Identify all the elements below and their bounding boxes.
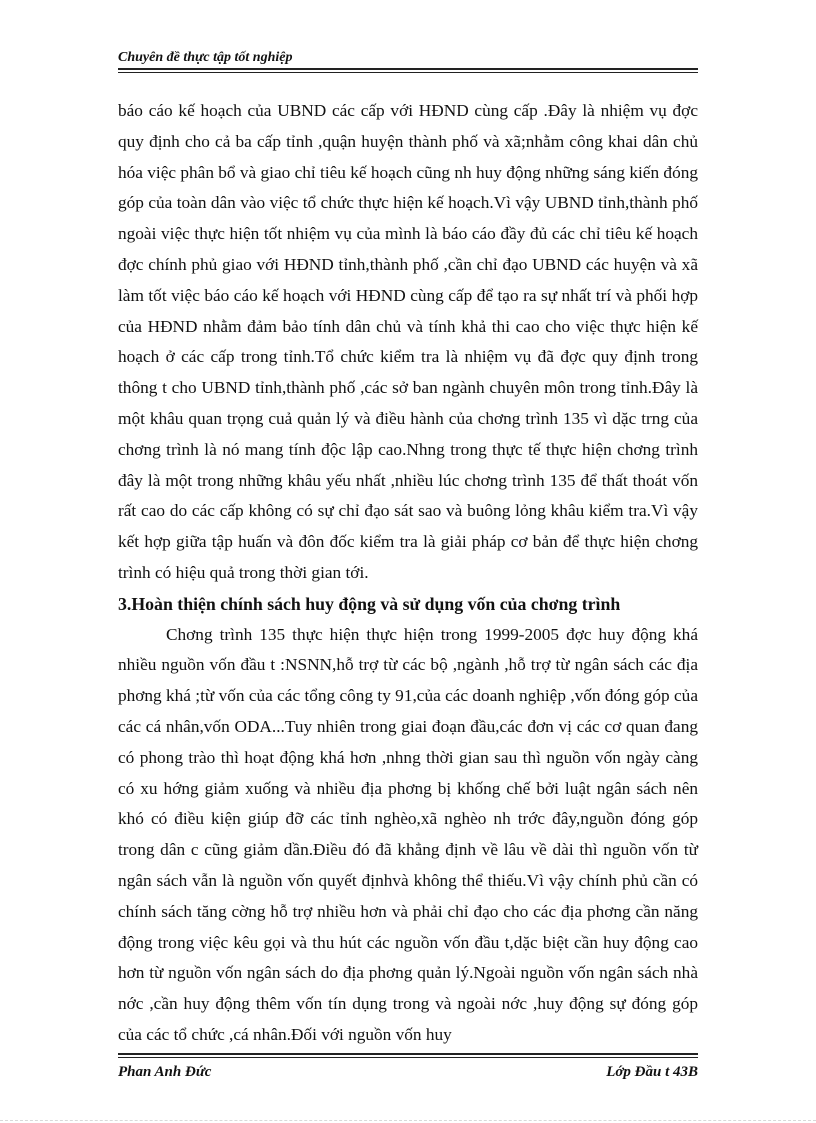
footer-divider xyxy=(118,1053,698,1055)
page-bottom-edge xyxy=(0,1120,816,1121)
document-body xyxy=(118,96,698,1051)
footer-divider-thin xyxy=(118,1057,698,1058)
footer-author: Phan Anh Đức xyxy=(118,1064,212,1080)
body-paragraph-1: báo cáo kế hoạch của UBND các cấp với HĐND cùng cấp .Đây là nhiệm vụ đợc quy định cho cả ba cấp tỉnh ,quận huyện thành phố và xã;nhằm công khai dân chủ hóa việc phân bổ và giao chỉ tiêu kế hoạch cũng nh huy động những sáng kiến đóng góp của toàn dân vào việc tổ chức thực hiện kế hoạch.Vì vậy UBND tỉnh,thành phố ngoài việc thực hiện tốt nhiệm vụ của mình là báo cáo đầy đủ các chỉ tiêu kế hoạch đợc chính phủ giao với HĐND tỉnh,thành phố ,cần chỉ đạo UBND các huyện và xã làm tốt việc báo cáo kế hoạch với HĐND cùng cấp để tạo ra sự nhất trí và phối hợp của HĐND nhằm đảm bảo tính dân chủ và tính khả thi cao cho việc thực hiện kế hoạch ở các cấp trong tỉnh.Tổ chức kiểm tra là nhiệm vụ đã đợc quy định trong thông t cho UBND tỉnh,thành phố ,các sở ban ngành chuyên môn trong tỉnh.Đây là một khâu quan trọng cuả quản lý và điều hành của chơng trình 135 vì dặc trng của chơng trình là nó mang tính độc lập cao.Nhng trong thực tế thực hiện chơng trình đây là một trong những khâu yếu nhất ,nhiều lúc chơng trình 135 để thất thoát vốn rất cao do các cấp không có sự chỉ đạo sát sao và buông lỏng khâu kiểm tra.Vì vậy kết hợp giữa tập huấn và đôn đốc kiểm tra là giải pháp cơ bản để thực hiện chơng trình có hiệu quả trong thời gian tới. xyxy=(118,101,698,582)
footer-class: Lớp Đầu t 43B xyxy=(606,1064,698,1080)
section-heading-3: 3.Hoàn thiện chính sách huy động và sử dụng vốn của chơng trình xyxy=(118,593,621,614)
body-paragraph-2: Chơng trình 135 thực hiện thực hiện trong 1999-2005 đợc huy động khá nhiều nguồn vốn đầu t :NSNN,hỗ trợ từ các bộ ,ngành ,hỗ trợ từ ngân sách các địa phơng khá ;từ vốn của các tổng công ty 91,của các doanh nghiệp ,vốn đóng góp của các cá nhân,vốn ODA...Tuy nhiên trong giai đoạn đầu,các đơn vị các cơ quan đang có phong trào thì hoạt động khá hơn ,nhng thời gian sau thì nguồn vốn ngày càng có xu hớng giảm xuống và nhiều địa phơng bị khống chế bởi luật ngân sách nên khó có điều kiện giúp đỡ các tỉnh nghèo,xã nghèo nh trớc đây,nguồn đóng góp trong dân c cũng giảm dần.Điều đó đã khẳng định về lâu về dài thì nguồn vốn từ ngân sách vẫn là nguồn vốn quyết địnhvà không thể thiếu.Vì vậy chính phủ cần có chính sách tăng cờng hỗ trợ nhiều hơn và phải chỉ đạo cho các địa phơng cần năng động trong việc kêu gọi và thu hút các nguồn vốn đầu t,dặc biệt cần huy động cao hơn từ nguồn vốn ngân sách do địa phơng quản lý.Ngoài nguồn vốn ngân sách nhà nớc ,cần huy động thêm vốn tín dụng trong và ngoài nớc ,huy động sự đóng góp của các tổ chức ,cá nhân.Đối với nguồn vốn huy xyxy=(118,624,698,1044)
page-header-title: Chuyên đề thực tập tốt nghiệp xyxy=(118,50,698,70)
header-divider xyxy=(118,72,698,73)
